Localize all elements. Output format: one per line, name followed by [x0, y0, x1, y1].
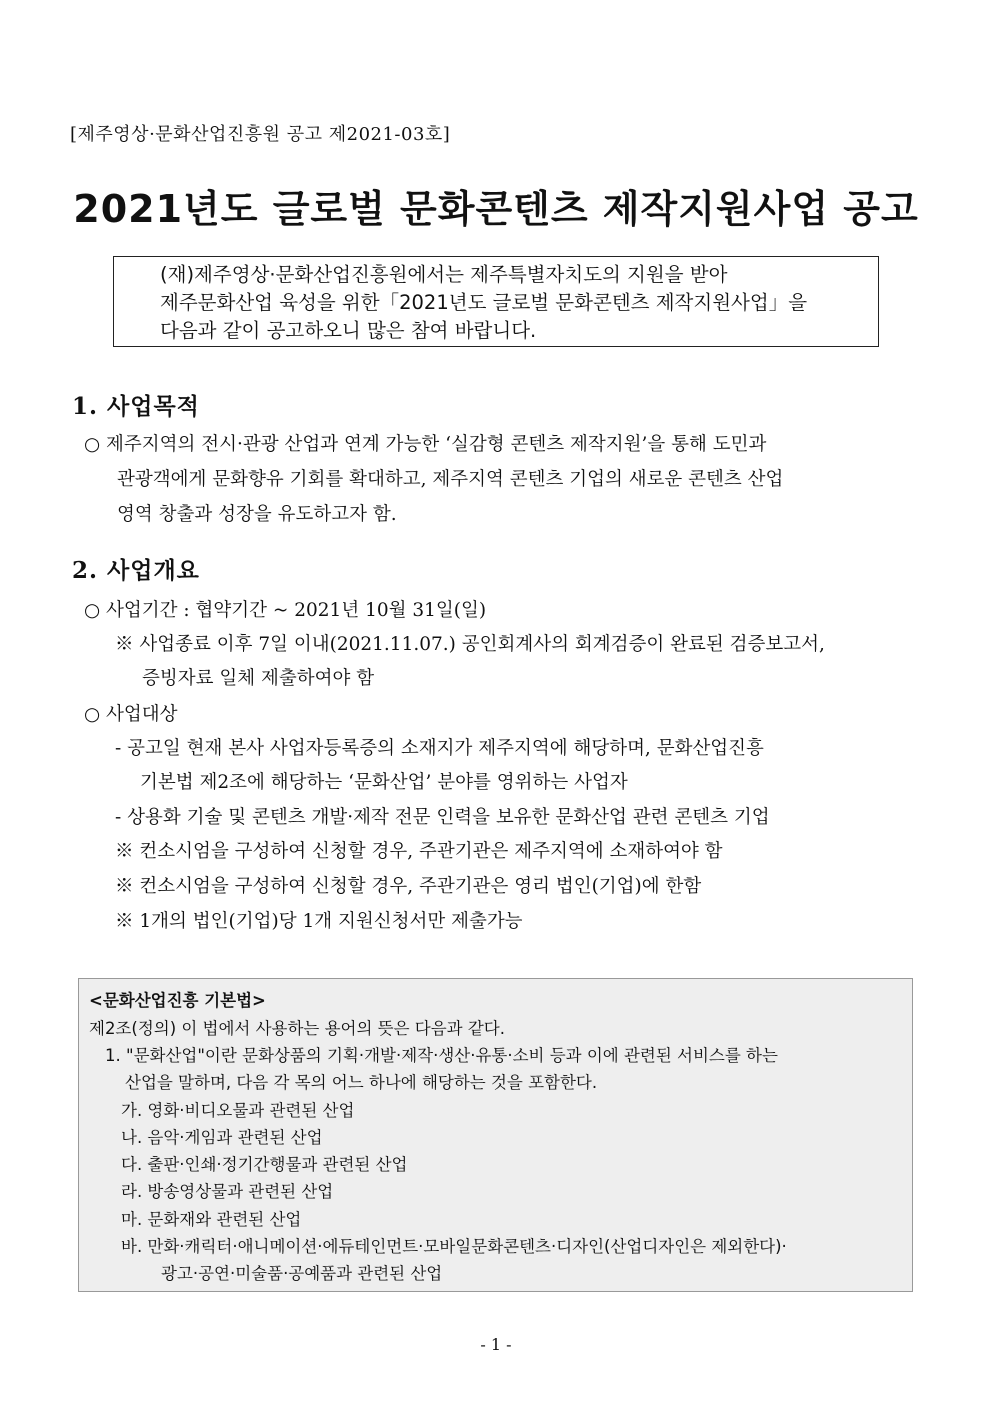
period-note-line: 증빙자료 일체 제출하여야 함	[142, 668, 375, 689]
law-subitem: 마. 문화재와 관련된 산업	[121, 1210, 302, 1229]
target-note: ※ 컨소시엄을 구성하여 신청할 경우, 주관기관은 제주지역에 소재하여야 함	[115, 841, 723, 862]
law-subitem: 가. 영화·비디오물과 관련된 산업	[121, 1101, 355, 1120]
section-heading-purpose: 1. 사업목적	[72, 393, 200, 420]
law-subitem: 바. 만화·캐릭터·애니메이션·에듀테인먼트·모바일문화콘텐츠·디자인(산업디자인은 제외한다)·	[121, 1237, 787, 1256]
period-line: ○ 사업기간 : 협약기간 ~ 2021년 10월 31일(일)	[84, 600, 487, 621]
law-item: 산업을 말하며, 다음 각 목의 어느 하나에 해당하는 것을 포함한다.	[125, 1073, 598, 1092]
intro-line: 제주문화산업 육성을 위한「2021년도 글로벌 문화콘텐츠 제작지원사업」을	[160, 291, 808, 314]
purpose-line: 영역 창출과 성장을 유도하고자 함.	[117, 504, 397, 525]
law-subitem: 라. 방송영상물과 관련된 산업	[121, 1182, 334, 1201]
law-subitem: 다. 출판·인쇄·정기간행물과 관련된 산업	[121, 1155, 408, 1174]
law-subitem: 나. 음악·게임과 관련된 산업	[121, 1128, 323, 1147]
target-note: ※ 1개의 법인(기업)당 1개 지원신청서만 제출가능	[115, 911, 523, 932]
intro-line: (재)제주영상·문화산업진흥원에서는 제주특별자치도의 지원을 받아	[160, 263, 728, 286]
target-label: ○ 사업대상	[84, 704, 178, 725]
target-item: 기본법 제2조에 해당하는 ‘문화산업’ 분야를 영위하는 사업자	[140, 772, 628, 793]
notice-number: [제주영상·문화산업진흥원 공고 제2021-03호]	[70, 124, 451, 145]
purpose-line: 관광객에게 문화향유 기회를 확대하고, 제주지역 콘텐츠 기업의 새로운 콘텐츠 산업	[117, 469, 784, 490]
page-number: - 1 -	[480, 1335, 512, 1354]
intro-line: 다음과 같이 공고하오니 많은 참여 바랍니다.	[160, 319, 537, 342]
target-item: - 공고일 현재 본사 사업자등록증의 소재지가 제주지역에 해당하며, 문화산업진흥	[115, 738, 764, 759]
target-note: ※ 컨소시엄을 구성하여 신청할 경우, 주관기관은 영리 법인(기업)에 한함	[115, 876, 702, 897]
intro-box	[113, 256, 879, 347]
law-article: 제2조(정의) 이 법에서 사용하는 용어의 뜻은 다음과 같다.	[89, 1019, 505, 1038]
period-note-line: ※ 사업종료 이후 7일 이내(2021.11.07.) 공인회계사의 회계검증이 완료된 검증보고서,	[115, 634, 825, 655]
target-item: - 상용화 기술 및 콘텐츠 개발·제작 전문 인력을 보유한 문화산업 관련 콘텐츠 기업	[115, 807, 770, 828]
law-title: <문화산업진흥 기본법>	[89, 991, 266, 1010]
law-excerpt-box	[78, 978, 913, 1292]
purpose-line: ○ 제주지역의 전시·관광 산업과 연계 가능한 ‘실감형 콘텐츠 제작지원’을 통해 도민과	[84, 434, 767, 455]
law-item: 1. "문화산업"이란 문화상품의 기획·개발·제작·생산·유통·소비 등과 이에 관련된 서비스를 하는	[105, 1046, 778, 1065]
page-title: 2021년도 글로벌 문화콘텐츠 제작지원사업 공고	[73, 187, 919, 231]
law-subitem: 광고·공연·미술품·공예품과 관련된 산업	[161, 1264, 443, 1283]
section-heading-overview: 2. 사업개요	[72, 557, 200, 584]
